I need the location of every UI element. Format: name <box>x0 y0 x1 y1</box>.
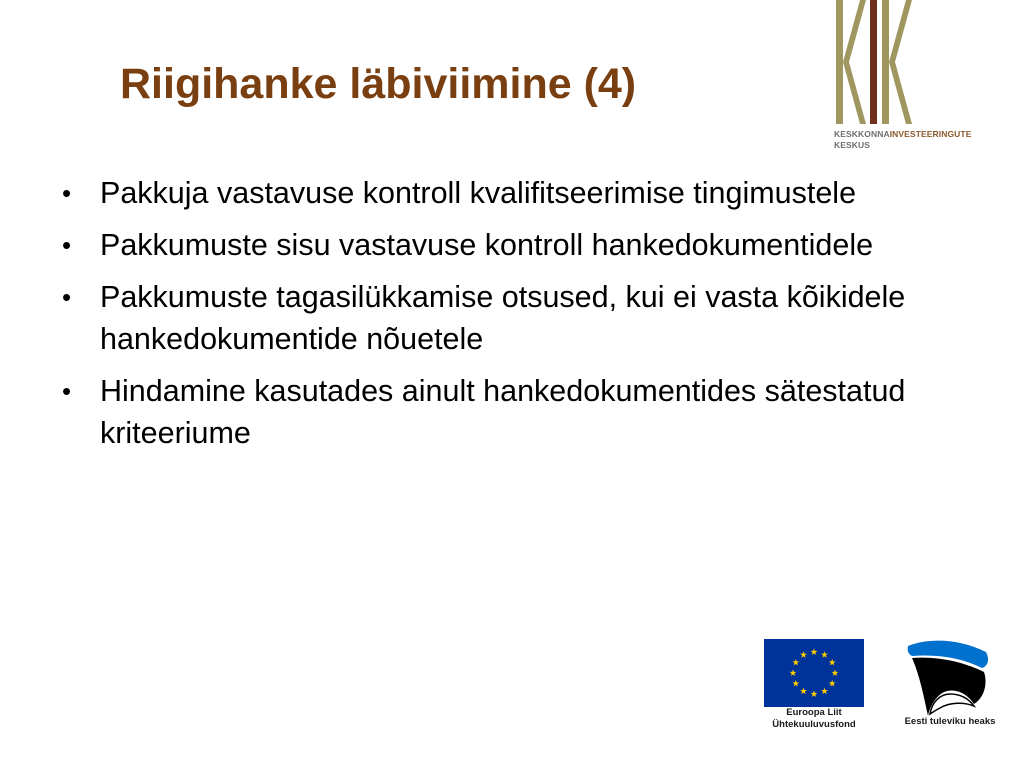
bullet-item <box>62 172 982 214</box>
eu-caption <box>762 707 866 731</box>
eu-caption-line1: Euroopa Liit <box>786 707 842 718</box>
bullet-marker: • <box>62 178 72 208</box>
estonia-swallow-logo <box>904 636 990 716</box>
slide-title: Riigihanke läbiviimine (4) <box>120 60 637 108</box>
bullet-item <box>62 276 982 360</box>
kik-line1-part1: KESKKONNA <box>834 129 890 139</box>
bullet-item <box>62 224 982 266</box>
eu-flag-logo <box>764 639 864 707</box>
bullet-item <box>62 370 982 454</box>
bullet-marker: • <box>62 376 72 406</box>
bullet-list <box>62 172 982 464</box>
bullet-marker: • <box>62 282 72 312</box>
bullet-text: Pakkumuste sisu vastavuse kontroll hankedokumentidele <box>100 228 874 262</box>
kik-line1-part2: INVESTEERINGUTE <box>889 129 972 139</box>
bullet-marker: • <box>62 230 72 260</box>
bullet-text: Hindamine kasutades ainult hankedokumentides sätestatud kriteeriume <box>100 374 906 450</box>
bullet-text: Pakkumuste tagasilükkamise otsused, kui ei vasta kõikidele hankedokumentide nõuetele <box>100 280 906 356</box>
kik-line2: KESKUS <box>834 140 871 150</box>
kik-logo-text <box>834 129 971 151</box>
estonia-caption: Eesti tuleviku heaks <box>904 716 996 727</box>
bullet-text: Pakkuja vastavuse kontroll kvalifitseerimise tingimustele <box>100 176 857 210</box>
eu-caption-line2: Ühtekuuluvusfond <box>772 719 856 730</box>
